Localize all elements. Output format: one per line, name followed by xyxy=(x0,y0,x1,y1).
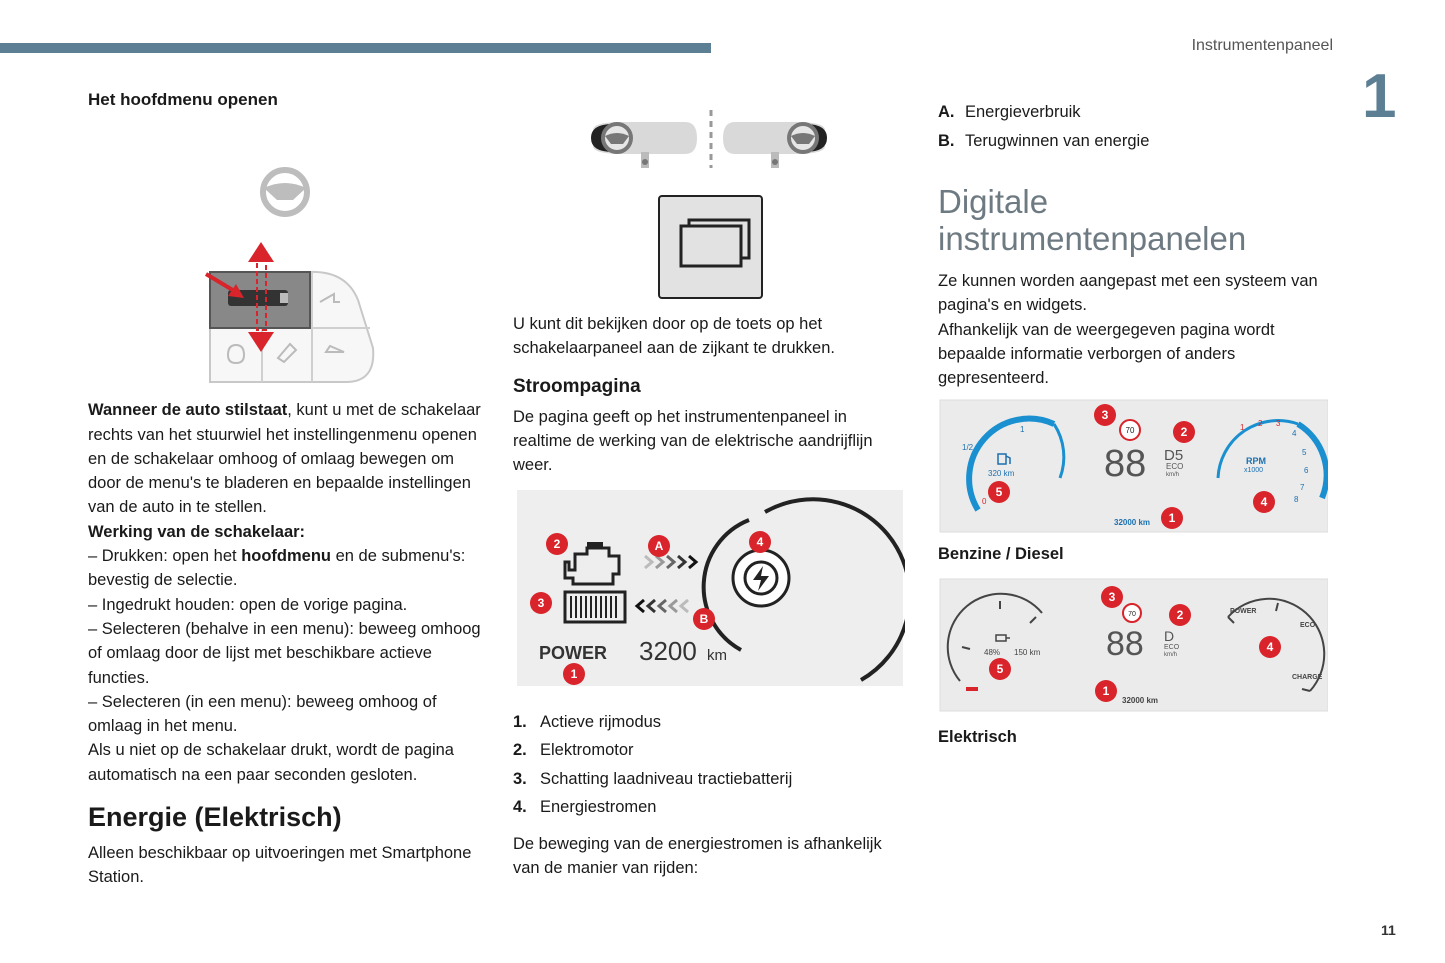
svg-text:1: 1 xyxy=(1168,511,1176,526)
svg-text:D: D xyxy=(1164,627,1175,644)
svg-text:1: 1 xyxy=(1020,425,1025,435)
svg-text:2: 2 xyxy=(1176,607,1184,622)
paragraph: Afhankelijk van de weergegeven pagina wordt bepaalde informatie verborgen of anders gepresenteerd. xyxy=(938,320,1275,388)
chapter-number: 1 xyxy=(1362,62,1397,131)
list-item xyxy=(938,98,1336,127)
section-heading: Het hoofdmenu openen xyxy=(88,90,278,109)
svg-text:7: 7 xyxy=(1300,483,1305,493)
paragraph: U kunt dit bekijken door op de toets op het schakelaarpaneel aan de zijkant te drukken. xyxy=(513,315,835,358)
panel-figure-petrol xyxy=(938,398,1328,534)
svg-text:2: 2 xyxy=(1180,425,1188,440)
list-item-text: Schatting laadniveau tractiebatterij xyxy=(540,769,793,788)
speed-readout: 88 xyxy=(1104,443,1147,486)
header-rule xyxy=(0,43,711,53)
paragraph: Alleen beschikbaar op uitvoeringen met Smartphone Station. xyxy=(88,844,472,887)
svg-text:POWER: POWER xyxy=(1230,607,1257,615)
list-item xyxy=(513,793,905,822)
svg-text:5: 5 xyxy=(996,661,1004,676)
list-item xyxy=(938,127,1336,156)
paragraph: De beweging van de energiestromen is afhankelijk van de manier van rijden: xyxy=(513,834,882,878)
view-switch-button-icon xyxy=(659,196,762,298)
speed-limit-sign: 70 xyxy=(1128,610,1136,618)
panel-figure-electric xyxy=(938,577,1328,713)
svg-text:4: 4 xyxy=(1260,495,1268,510)
svg-text:6: 6 xyxy=(1304,466,1309,476)
bullet: – Ingedrukt houden: open de vorige pagina. xyxy=(88,595,408,614)
right-paddle-icon xyxy=(723,122,827,168)
power-label: POWER xyxy=(539,642,608,663)
bullet: – Selecteren (behalve in een menu): beweeg omhoog of omlaag door de lijst met beschikbare actieve functies. xyxy=(88,619,481,687)
steering-wheel-icon xyxy=(263,170,307,214)
section-heading: Stroompagina xyxy=(513,375,641,397)
paragraph: Werking van de schakelaar: xyxy=(88,522,306,541)
legend-list xyxy=(513,708,905,822)
range-value: 3200 xyxy=(639,635,697,666)
legend-list xyxy=(938,98,1336,155)
list-item-number: B. xyxy=(938,131,955,150)
section-title: Energie (Elektrisch) xyxy=(88,802,342,833)
list-item xyxy=(513,765,905,794)
list-item-number: 3. xyxy=(513,769,527,788)
bullet: – Selecteren (in een menu): beweeg omhoog of omlaag in het menu. xyxy=(88,692,437,736)
range-unit: km xyxy=(707,646,727,664)
bullet: – Drukken: open het hoofdmenu en de submenu's: bevestig de selectie. xyxy=(88,547,466,590)
panel-caption: Benzine / Diesel xyxy=(938,545,1064,564)
svg-text:ECO: ECO xyxy=(1300,621,1316,629)
steering-switch-figure xyxy=(88,120,488,388)
column-3 xyxy=(938,98,1336,759)
svg-text:320 km: 320 km xyxy=(988,469,1015,479)
list-item xyxy=(513,708,905,737)
list-item-text: Energieverbruik xyxy=(965,103,1081,121)
section-title: Digitale instrumentenpanelen xyxy=(938,183,1247,257)
marker-4: 4 xyxy=(756,534,764,549)
list-item-text: Actieve rijmodus xyxy=(540,712,662,731)
svg-text:32000 km: 32000 km xyxy=(1122,695,1159,705)
svg-text:8: 8 xyxy=(1294,495,1299,505)
svg-text:4: 4 xyxy=(1266,639,1274,654)
speed-readout: 88 xyxy=(1106,624,1144,663)
svg-text:RPM: RPM xyxy=(1246,456,1266,467)
marker-a: A xyxy=(654,538,664,553)
list-item-number: 1. xyxy=(513,712,527,731)
svg-text:5: 5 xyxy=(1302,448,1307,458)
svg-text:2: 2 xyxy=(1258,419,1263,429)
svg-text:5: 5 xyxy=(995,485,1003,500)
marker-3: 3 xyxy=(537,595,545,610)
list-item-number: 4. xyxy=(513,798,527,817)
svg-text:CHARGE: CHARGE xyxy=(1292,673,1323,681)
svg-text:1: 1 xyxy=(1102,683,1110,698)
list-item-text: Terugwinnen van energie xyxy=(965,131,1150,150)
list-item xyxy=(513,736,905,765)
svg-text:3: 3 xyxy=(1276,419,1281,429)
panel-caption: Elektrisch xyxy=(938,727,1017,746)
list-item-number: A. xyxy=(938,103,955,121)
column-2 xyxy=(513,100,905,880)
svg-text:ECO: ECO xyxy=(1164,643,1180,651)
column-1 xyxy=(88,88,488,890)
svg-text:3: 3 xyxy=(1108,589,1116,604)
list-item-number: 2. xyxy=(513,741,527,760)
paragraph: Als u niet op de schakelaar drukt, wordt de pagina automatisch na een paar seconden gesloten. xyxy=(88,741,454,784)
svg-text:4: 4 xyxy=(1292,429,1297,439)
left-paddle-icon xyxy=(591,122,697,168)
speed-limit-sign: 70 xyxy=(1125,426,1135,436)
svg-text:km/h: km/h xyxy=(1166,472,1180,479)
list-item-text: Energiestromen xyxy=(540,798,657,817)
svg-text:ECO: ECO xyxy=(1166,462,1184,472)
paragraph: De pagina geeft op het instrumentenpaneel in realtime de werking van de elektrische aandrijflijn weer. xyxy=(513,407,873,475)
marker-1: 1 xyxy=(570,666,578,681)
paragraph: Wanneer de auto stilstaat, kunt u met de schakelaar rechts van het stuurwiel het instellingenmenu openen en de schakelaar omhoog of omlaag bewegen om door de menu's te bladeren en bepaalde instellingen van de auto in te stellen. xyxy=(88,401,481,517)
svg-text:32000 km: 32000 km xyxy=(1114,518,1151,528)
svg-text:150 km: 150 km xyxy=(1014,647,1041,657)
marker-b: B xyxy=(699,611,709,626)
paragraph: Ze kunnen worden aangepast met een systeem van pagina's en widgets. xyxy=(938,272,1318,315)
svg-text:3: 3 xyxy=(1101,408,1109,423)
svg-text:0: 0 xyxy=(982,497,987,507)
power-flow-diagram xyxy=(513,490,905,690)
svg-text:km/h: km/h xyxy=(1164,651,1178,658)
svg-text:1: 1 xyxy=(1240,423,1245,433)
svg-text:48%: 48% xyxy=(984,647,1001,657)
marker-2: 2 xyxy=(553,536,561,551)
page-number: 11 xyxy=(1381,922,1396,938)
svg-text:D5: D5 xyxy=(1164,447,1184,465)
paddle-and-button-figure xyxy=(513,100,905,300)
svg-text:x1000: x1000 xyxy=(1244,467,1264,475)
list-item-text: Elektromotor xyxy=(540,741,634,760)
running-title: Instrumentenpaneel xyxy=(1191,37,1333,54)
svg-text:1/2: 1/2 xyxy=(962,443,974,453)
